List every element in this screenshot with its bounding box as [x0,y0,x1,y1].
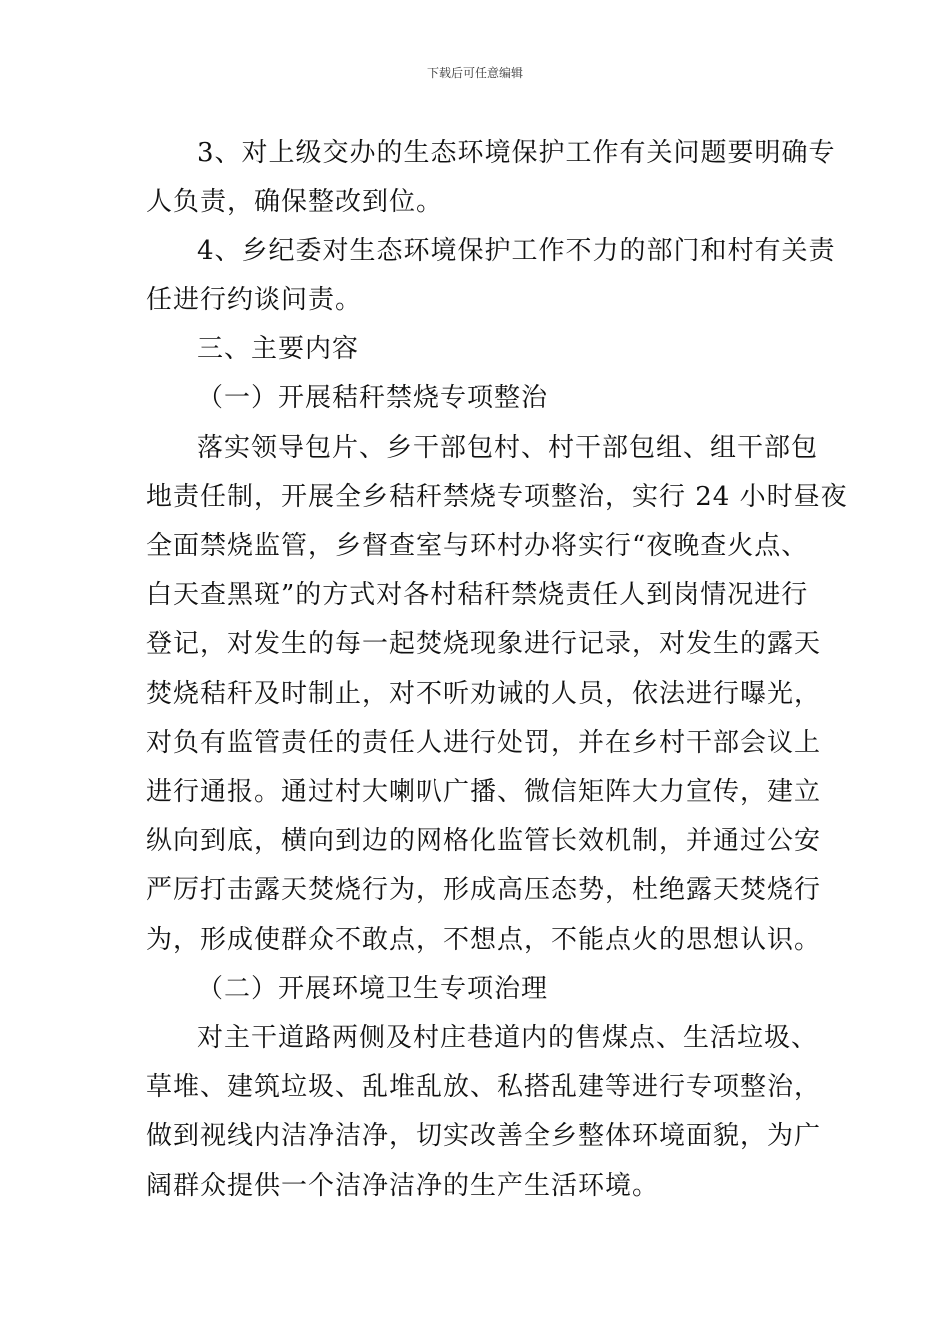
paragraph-line: 登记，对发生的每一起焚烧现象进行记录，对发生的露天 [146,629,822,659]
paragraph-line: 地责任制，开展全乡秸秆禁烧专项整治，实行 24 小时昼夜 [146,482,848,512]
subsection-heading: （二）开展环境卫生专项治理 [197,974,549,1004]
paragraph-line: 任进行约谈问责。 [146,285,363,315]
paragraph-line: 阔群众提供一个洁净洁净的生产生活环境。 [146,1171,660,1201]
section-heading: 三、主要内容 [197,334,360,364]
paragraph-line: 全面禁烧监管，乡督查室与环村办将实行“夜晚查火点、 [146,531,809,561]
paragraph-line: 做到视线内洁净洁净，切实改善全乡整体环境面貌，为广 [146,1121,822,1151]
paragraph-line: 严厉打击露天焚烧行为，形成高压态势，杜绝露天焚烧行 [146,875,822,905]
paragraph-line: 纵向到底，横向到边的网格化监管长效机制，并通过公安 [146,826,822,856]
paragraph-line: 对负有监管责任的责任人进行处罚，并在乡村干部会议上 [146,728,822,758]
paragraph-line: 进行通报。通过村大喇叭广播、微信矩阵大力宣传，建立 [146,777,822,807]
paragraph-line: 3、对上级交办的生态环境保护工作有关问题要明确专 [197,138,836,168]
paragraph-line: 4、乡纪委对生态环境保护工作不力的部门和村有关责 [197,236,836,266]
paragraph-line: 对主干道路两侧及村庄巷道内的售煤点、生活垃圾、 [197,1023,819,1053]
paragraph-line: 白天查黑斑”的方式对各村秸秆禁烧责任人到岗情况进行 [146,580,809,610]
paragraph-line: 为，形成使群众不敢点，不想点，不能点火的思想认识。 [146,925,822,955]
page-header-note: 下载后可任意编辑 [426,66,523,80]
paragraph-line: 落实领导包片、乡干部包村、村干部包组、组干部包 [197,433,819,463]
paragraph-line: 人负责，确保整改到位。 [146,187,444,217]
paragraph-line: 焚烧秸秆及时制止，对不听劝诫的人员，依法进行曝光， [146,679,822,709]
subsection-heading: （一）开展秸秆禁烧专项整治 [197,383,549,413]
paragraph-line: 草堆、建筑垃圾、乱堆乱放、私搭乱建等进行专项整治， [146,1072,822,1102]
